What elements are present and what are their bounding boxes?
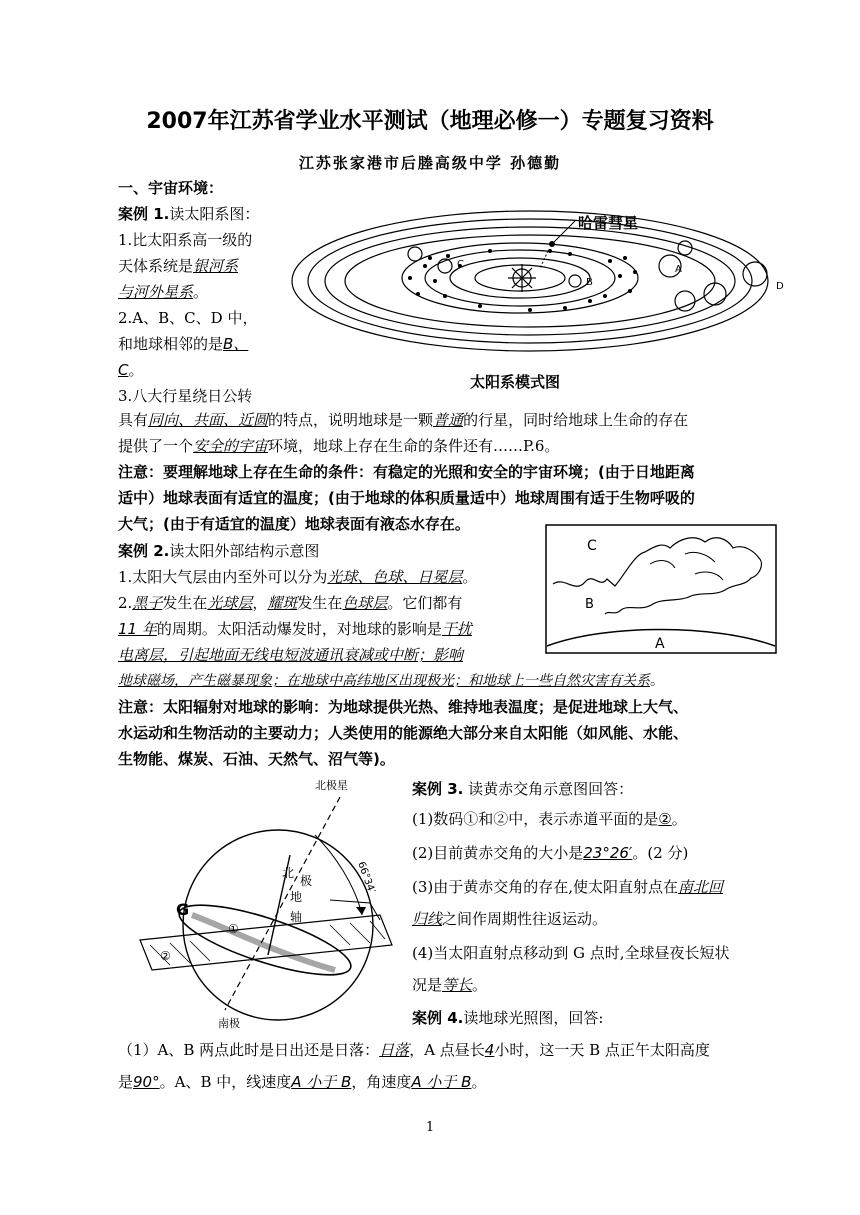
case1-q1c: 与河外星系。 [118,283,209,301]
axis-label-1: 地 [290,890,303,904]
sun-label-a: A [655,636,665,652]
case4-q1a: （1）A、B 两点此时是日出还是日落：日落，A 点昼长4小时，这一天 B 点正午太阳高度 [118,1041,710,1059]
case3-q3b: 归线之间作周期性往返运动。 [412,910,608,928]
planet-label-d: D [776,281,784,292]
comet-label: 哈雷彗星 [578,214,639,232]
sun-structure-figure [545,524,777,654]
case1-q3a: 3.八大行星绕日公转 [118,387,253,405]
solar-system-figure [290,206,800,391]
case1-note-2: 适中）地球表面有适宜的温度；(由于地球的体积质量适中）地球周围有适于生物呼吸的 [118,489,695,507]
case1-note-1: 注意：要理解地球上存在生命的条件：有稳定的光照和安全的宇宙环境；(由于日地距离 [118,463,695,481]
figure-caption: 太阳系模式图 [470,373,561,391]
case2-q2d: 地球磁场，产生磁暴现象；在地球中高纬地区出现极光；和地球上一些自然灾害有关系。 [118,673,664,689]
case1-q2c: C。 [118,361,144,379]
case3-q4a: (4)当太阳直射点移动到 G 点时,全球昼夜长短状 [412,944,730,962]
case3-q3a: (3)由于黄赤交角的存在,使太阳直射点在南北回 [412,878,724,896]
case3-q4b: 况是等长。 [412,976,488,994]
case2-q1: 1.太阳大气层由内至外可以分为光球、色球、日冕层。 [118,568,478,586]
case3-intro: 案例 3. 读黄赤交角示意图回答： [412,780,634,798]
case2-q2b: 11 年的周期。太阳活动爆发时，对地球的影响是干扰 [118,620,472,638]
north-label: 北 [282,866,295,880]
case3-q2: (2)目前黄赤交角的大小是23°26′。(2 分) [412,844,689,862]
page-number: 1 [425,1120,435,1135]
case4-q1b: 是90°。A、B 中，线速度A 小于 B，角速度A 小于 B。 [118,1073,487,1091]
obliquity-figure [130,775,400,1030]
marker-1-label: ① [228,922,239,936]
angle-label: 66°34′ [355,860,377,895]
case1-q3b: 具有同向、共面、近圆的特点，说明地球是一颗普通的行星，同时给地球上生命的存在 [118,411,689,429]
case1-q1b: 天体系统是银河系 [118,257,239,275]
pole-label: 极 [300,874,313,888]
sun-label-b: B [585,597,594,612]
case2-note-2: 水运动和生物活动的主要动力；人类使用的能源绝大部分来自太阳能（如风能、水能、 [118,724,689,742]
case2-note-1: 注意：太阳辐射对地球的影响：为地球提供光热、维持地表温度；是促进地球上大气、 [118,698,689,716]
axis-label-2: 轴 [290,910,303,924]
case3-q1: (1)数码①和②中，表示赤道平面的是②。 [412,810,687,828]
case1-note-3: 大气；(由于有适宜的温度）地球表面有液态水存在。 [118,515,470,533]
author-line: 江苏张家港市后塍高级中学 孙德勤 [298,154,562,172]
page-title: 2007年江苏省学业水平测试（地理必修一）专题复习资料 [146,109,714,134]
point-g-label: G [176,900,190,919]
case2-note-3: 生物能、煤炭、石油、天然气、沼气等)。 [118,750,395,768]
planet-label-c: C [457,259,464,270]
section-heading: 一、宇宙环境： [118,179,224,197]
planet-label-b: B [586,277,593,288]
planet-label-a: A [675,264,682,275]
polaris-label: 北极星 [315,779,348,792]
marker-2-label: ② [160,949,171,963]
case1-q3c: 提供了一个安全的宇宙环境，地球上存在生命的条件还有……P.6。 [118,437,560,455]
case2-q2a: 2.黑子发生在光球层，耀斑发生在色球层。它们都有 [118,594,463,612]
case2-intro: 案例 2.读太阳外部结构示意图 [118,542,320,560]
south-pole-label: 南极 [218,1017,240,1030]
case2-q2c: 电离层，引起地面无线电短波通讯衰减或中断；影响 [118,646,464,664]
case4-intro: 案例 4.读地球光照图，回答: [412,1009,604,1027]
case1-q2a: 2.A、B、C、D 中， [118,309,258,327]
case1-q2b: 和地球相邻的是B、 [118,335,249,353]
sun-label-c: C [587,538,597,554]
case1-intro: 案例 1.读太阳系图： [118,205,260,223]
case1-q1a: 1.比太阳系高一级的 [118,231,253,249]
